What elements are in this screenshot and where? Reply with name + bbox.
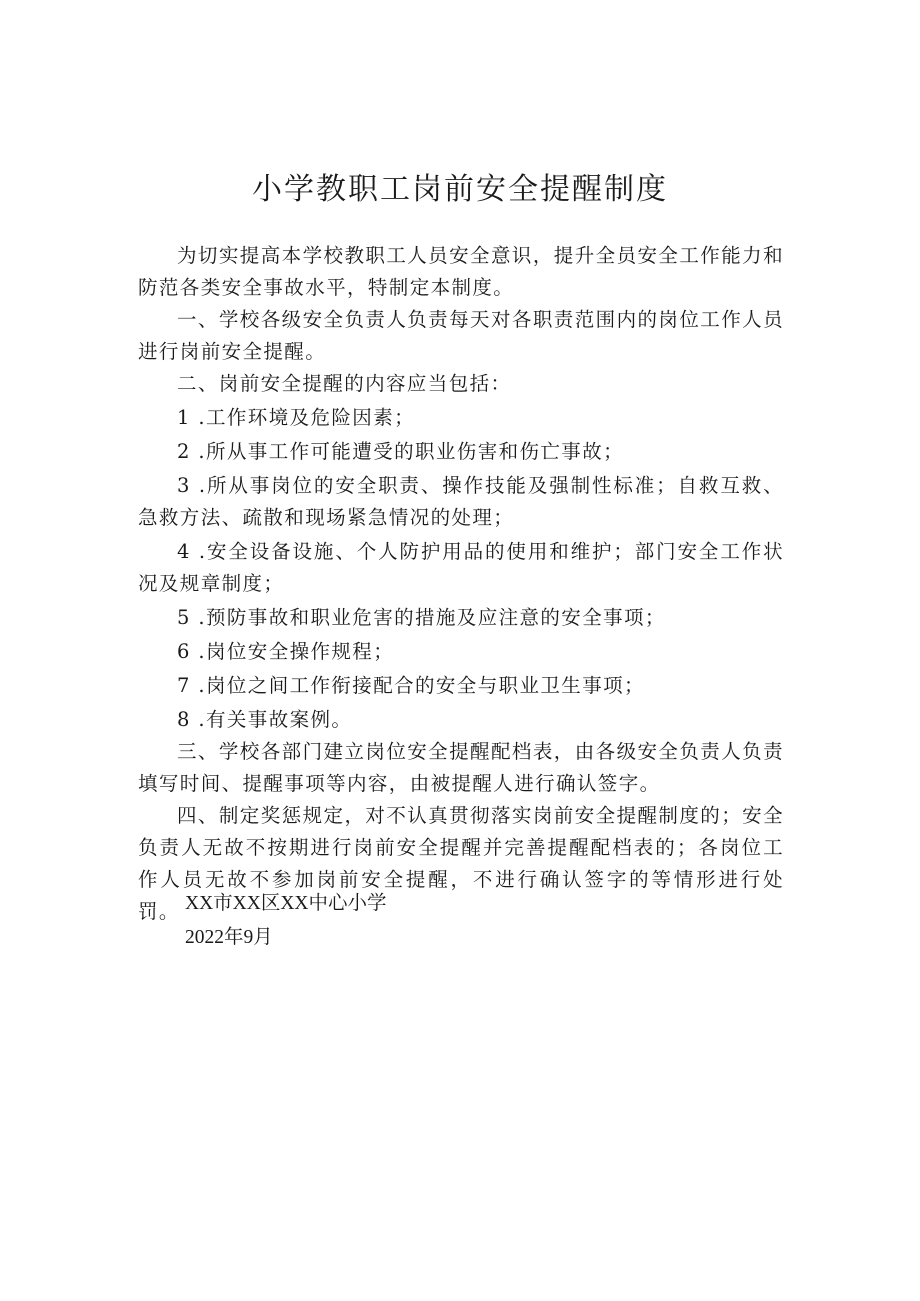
signature-organization: XX市XX区XX中心小学 (185, 893, 387, 914)
document-body (138, 240, 784, 928)
clause-one: 一、学校各级安全负责人负责每天对各职责范围内的岗位工作人员进行岗前安全提醒。 (138, 308, 784, 363)
document-title: 小学教职工岗前安全提醒制度 (252, 172, 668, 207)
list-item-7: 7 .岗位之间工作衔接配合的安全与职业卫生事项； (177, 674, 645, 697)
list-item-8: 8 .有关事故案例。 (177, 708, 353, 731)
list-item-1: 1 .工作环境及危险因素； (177, 406, 416, 429)
signature-date: 2022年9月 (185, 927, 273, 948)
list-item-2: 2 .所从事工作可能遭受的职业伤害和伤亡事故； (177, 440, 625, 463)
clause-three: 三、学校各部门建立岗位安全提醒配档表，由各级安全负责人负责填写时间、提醒事项等内容，由被提醒人进行确认签字。 (138, 740, 784, 795)
list-item-5: 5 .预防事故和职业危害的措施及应注意的安全事项； (177, 606, 666, 629)
intro-paragraph: 为切实提高本学校教职工人员安全意识，提升全员安全工作能力和防范各类安全事故水平，特制定本制度。 (138, 244, 784, 299)
clause-two: 二、岗前安全提醒的内容应当包括： (177, 372, 512, 395)
clause-four: 四、制定奖惩规定，对不认真贯彻落实岗前安全提醒制度的；安全负责人无故不按期进行岗前安全提醒并完善提醒配档表的；各岗位工作人员无故不参加岗前安全提醒，不进行确认签字的等情形进行处罚。 (138, 804, 784, 923)
list-item-4: 4 .安全设备设施、个人防护用品的使用和维护；部门安全工作状况及规章制度； (138, 540, 784, 595)
list-item-6: 6 .岗位安全操作规程； (177, 640, 395, 663)
list-item-3: 3 .所从事岗位的安全职责、操作技能及强制性标准；自救互救、急救方法、疏散和现场紧急情况的处理； (138, 474, 784, 529)
